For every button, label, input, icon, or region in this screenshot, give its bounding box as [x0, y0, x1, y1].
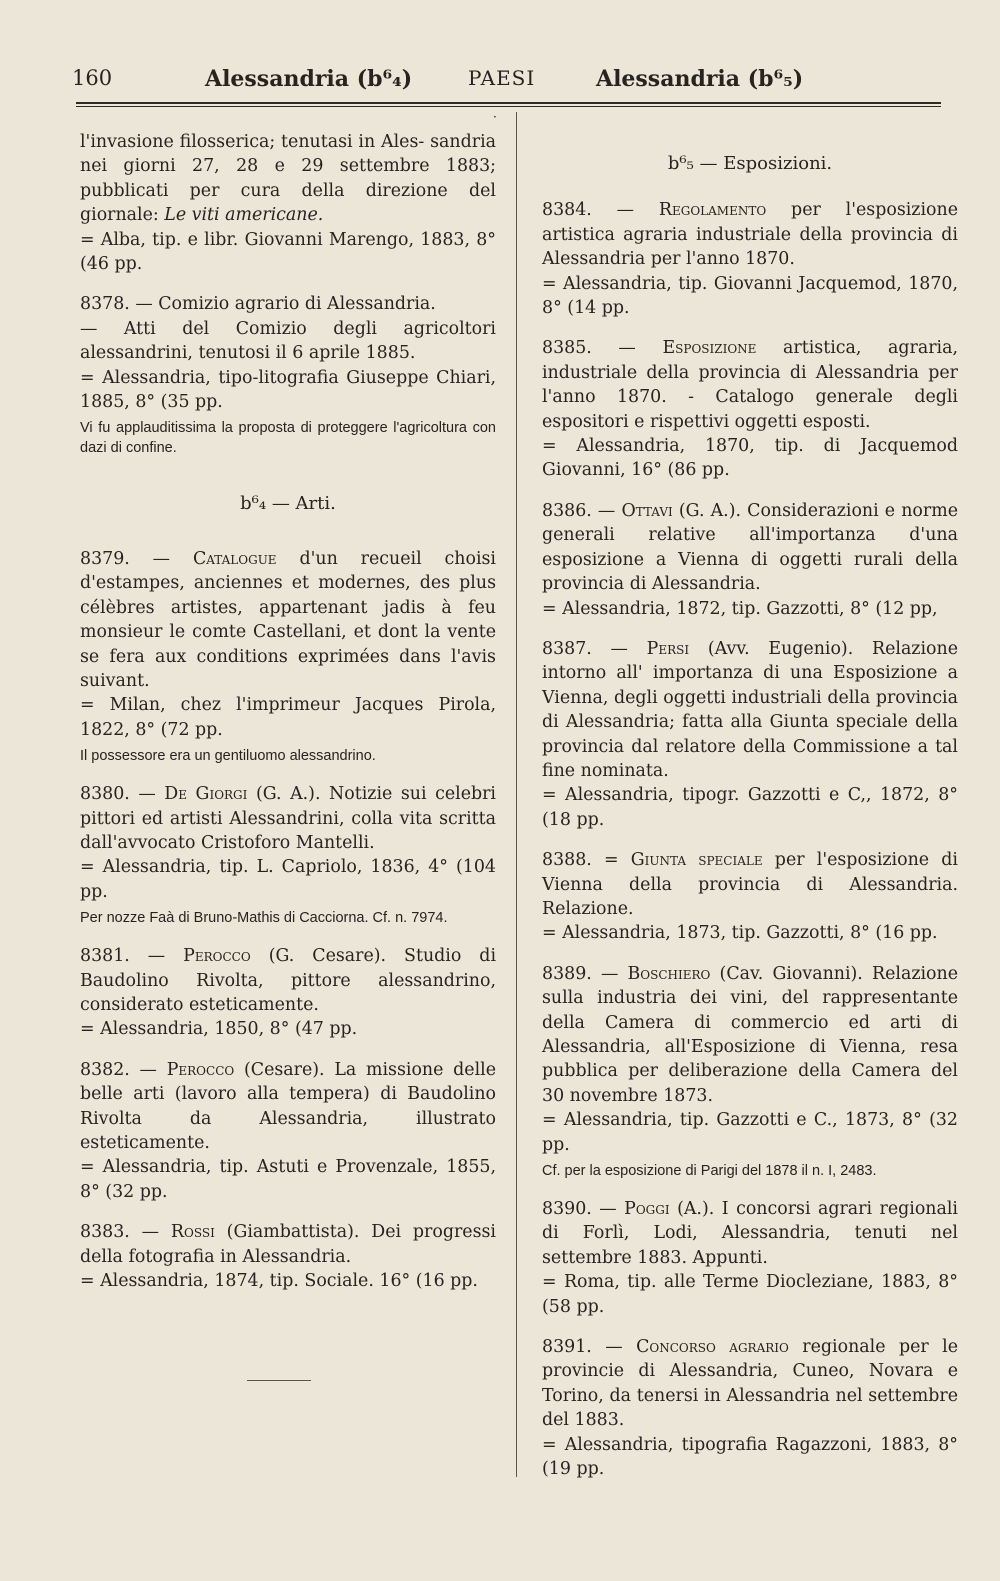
entry-imprint: = Alessandria, tipo-litografia Giuseppe Chiari, 1885, 8° (35 pp.	[80, 367, 496, 413]
entry-text: (A.). I concorsi agrari regionali di Forlì, Lodi, Alessandria, tenuti nel settembre 1883. Appunti.	[542, 1199, 958, 1268]
entry-text: (G. A.). Considerazioni e norme generali relative all'importanza d'una esposizione a Vienna di oggetti rurali della provincia di Alessandria.	[542, 500, 958, 595]
entry-number: 8388. =	[542, 850, 631, 871]
entry-number: 8390. —	[542, 1199, 625, 1220]
entry-8383	[80, 1220, 496, 1293]
end-of-column-rule	[247, 1380, 311, 1381]
entry-imprint: = Roma, tip. alle Terme Dioclezianе, 1883, 8° (58 pp.	[542, 1272, 958, 1317]
entry-text: per l'esposizione di Vienna della provincia di Alessandria. Relazione.	[542, 850, 958, 919]
intro-line: sandria nei giorni 27, 28 e 29 settembre	[80, 132, 496, 177]
entry-text: (Cav. Giovanni). Relazione sulla industria dei vini, del rappresentante della Camera di commercio ed arti di Alessandria, all'Esposizione di Vienna, resa pubblica per deliberazione della Camera del 30 novembre 1873.	[542, 963, 959, 1106]
entry-imprint: = Alessandria, tip. Giovanni Jacquemod, 1870, 8° (14 pp.	[542, 273, 958, 319]
entry-8382	[80, 1058, 496, 1204]
entry-note: Il possessore era un gentiluomo alessandrino.	[80, 748, 376, 765]
header-rule-thin	[76, 106, 941, 107]
entry-author: Boschiero	[627, 963, 711, 984]
entry-imprint: = Milan, chez l'imprimeur Jacques Pirola, 1822, 8° (72 pp.	[80, 695, 496, 740]
entry-text: — Atti del Comizio degli agricoltori alessandrini, tenutosi il 6 aprile 1885.	[80, 318, 496, 364]
column-divider	[516, 112, 517, 1477]
section-heading-arti: b⁶₄ — Arti.	[240, 493, 336, 515]
page-number: 160	[72, 66, 113, 90]
entry-number: 8389. —	[542, 963, 628, 984]
entry-8388	[542, 848, 958, 946]
entry-text: (Avv. Eugenio). Relazione intorno all' importanza di una Esposizione a Vienna, degli oggetti industriali della provincia di Alessandria; fatta alla Giunta speciale della provincia dal relatore della Commissione a tal fine nominata.	[542, 638, 958, 781]
intro-line: del giornale:	[80, 180, 496, 226]
entry-text: (G. A.). Notizie sui celebri pittori ed artisti Alessandrini, colla vita scritta dall'avvocato Cristoforo Mantelli.	[80, 784, 496, 853]
entry-imprint: = Alessandria, tipogr. Gazzotti e C,, 1872, 8° (18 pp.	[542, 785, 958, 830]
right-column	[542, 152, 958, 1498]
entry-imprint: = Alessandria, 1872, tip. Gazzotti, 8° (12 pp,	[542, 598, 938, 619]
entry-author: Perocco	[166, 1059, 235, 1080]
entry-8378	[80, 292, 496, 414]
entry-imprint: = Alessandria, tipografia Ragazzoni, 1883, 8° (19 pp.	[542, 1434, 958, 1480]
entry-text: (G. Cesare). Studio di Baudolino Rivolta, pittore alessandrino, considerato esteticamente.	[80, 946, 497, 1015]
center-running-title: PAESI	[468, 66, 536, 90]
entry-imprint: = Alessandria, 1850, 8° (47 pp.	[80, 1019, 358, 1040]
entry-8389	[542, 962, 958, 1157]
entry-8380	[80, 782, 496, 904]
left-column	[80, 130, 496, 1309]
entry-text: (Cesare). La missione delle belle arti (lavoro alla tempera) di Baudolino Rivolta da Alessandria, illustrato esteticamente.	[80, 1059, 497, 1153]
entry-8391	[542, 1335, 958, 1481]
entry-author: Ottavi	[621, 500, 673, 521]
entry-number: 8381. —	[80, 946, 184, 967]
entry-imprint: = Alessandria, 1874, tip. Sociale. 16° (16 pp.	[80, 1271, 478, 1292]
entry-number: 8380. —	[80, 784, 165, 805]
entry-number: 8383. —	[80, 1222, 171, 1243]
entry-note: Vi fu applauditissima la proposta di proteggere l'agricoltura con dazi di confine.	[80, 420, 496, 457]
entry-text: artistica, agraria, industriale della provincia di Alessandria per l'anno 1870. - Catalogo generale degli espositori e rispettivi oggetti esposti.	[542, 338, 958, 432]
journal-title: Le viti americane.	[164, 205, 324, 226]
entry-number: 8385. —	[542, 338, 663, 359]
entry-author: Persi	[646, 638, 690, 659]
entry-8379	[80, 547, 496, 742]
entry-imprint: = Alessandria, 1870, tip. di Jacquemod Giovanni, 16° (86 pp.	[542, 436, 958, 481]
entry-text: (Giambattista). Dei progressi della fotografia in Alessandria.	[80, 1222, 496, 1267]
entry-number: 8382. —	[80, 1059, 167, 1080]
entry-author: Giunta speciale	[630, 850, 763, 871]
entry-8386	[542, 499, 958, 621]
entry-author: De Giorgi	[164, 784, 248, 805]
entry-note: Cf. per la esposizione di Parigi del 1878 il n. I, 2483.	[542, 1163, 877, 1180]
entry-imprint: = Alessandria, tip. Gazzotti e C., 1873, 8° (32 pp.	[542, 1110, 958, 1155]
running-header	[72, 66, 940, 100]
entry-author: Perocco	[183, 946, 251, 967]
entry-author: Rossi	[170, 1222, 215, 1243]
entry-8387	[542, 637, 958, 832]
entry-imprint: = Alessandria, 1873, tip. Gazzotti, 8° (16 pp.	[542, 923, 938, 944]
intro-line: 1883; pubblicati per cura della direzione	[80, 156, 496, 201]
header-rule-thick	[76, 102, 941, 104]
entry-8390	[542, 1197, 958, 1319]
column-dot-mark: ·	[493, 110, 497, 124]
entry-author: Catalogue	[192, 548, 277, 569]
left-running-title: Alessandria (b⁶₄)	[205, 66, 413, 92]
entry-text: regionale per le provincie di Alessandria, Cuneo, Novara e Torino, da tenersi in Alessandria nel settembre del 1883.	[542, 1337, 958, 1431]
entry-imprint: = Alessandria, tip. L. Capriolo, 1836, 4° (104 pp.	[80, 857, 496, 902]
entry-number: 8386. —	[542, 500, 622, 521]
entry-8385	[542, 336, 958, 482]
entry-number: 8384. —	[542, 200, 659, 221]
entry-author: Poggi	[624, 1199, 670, 1220]
entry-heading: 8378. — Comizio agrario di Alessandria.	[80, 294, 436, 315]
entry-8381	[80, 944, 496, 1042]
entry-number: 8391. —	[542, 1337, 637, 1358]
entry-intro-continuation	[80, 130, 496, 276]
intro-line: l'invasione filosserica; tenutasi in Ales-	[80, 132, 425, 152]
entry-number: 8387. —	[542, 638, 647, 659]
entry-imprint: = Alessandria, tip. Astuti e Provenzale, 1855, 8° (32 pp.	[80, 1157, 496, 1202]
entry-number: 8379. —	[80, 548, 193, 569]
entry-imprint: = Alba, tip. e libr. Giovanni Marengo, 1883, 8° (46 pp.	[80, 229, 496, 275]
entry-note: Per nozze Faà di Bruno-Mathis di Cacciorna. Cf. n. 7974.	[80, 910, 448, 927]
entry-author: Concorso agrario	[636, 1337, 789, 1358]
entry-text: per l'esposizione artistica agraria industriale della provincia di Alessandria per l'anno 1870.	[542, 200, 958, 270]
entry-text: d'un recueil choisi d'estampes, anciennes et modernes, des plus célèbres artistes, appartenant jadis à feu monsieur le comte Castellani, et dont la vente se fera aux conditions exprimées dans l'avis suivant.	[80, 548, 496, 691]
right-running-title: Alessandria (b⁶₅)	[596, 66, 804, 92]
entry-author: Regolamento	[658, 200, 767, 221]
entry-8384	[542, 198, 958, 320]
entry-author: Esposizione	[662, 338, 757, 359]
section-heading-esposizioni: b⁶₅ — Esposizioni.	[667, 153, 833, 174]
